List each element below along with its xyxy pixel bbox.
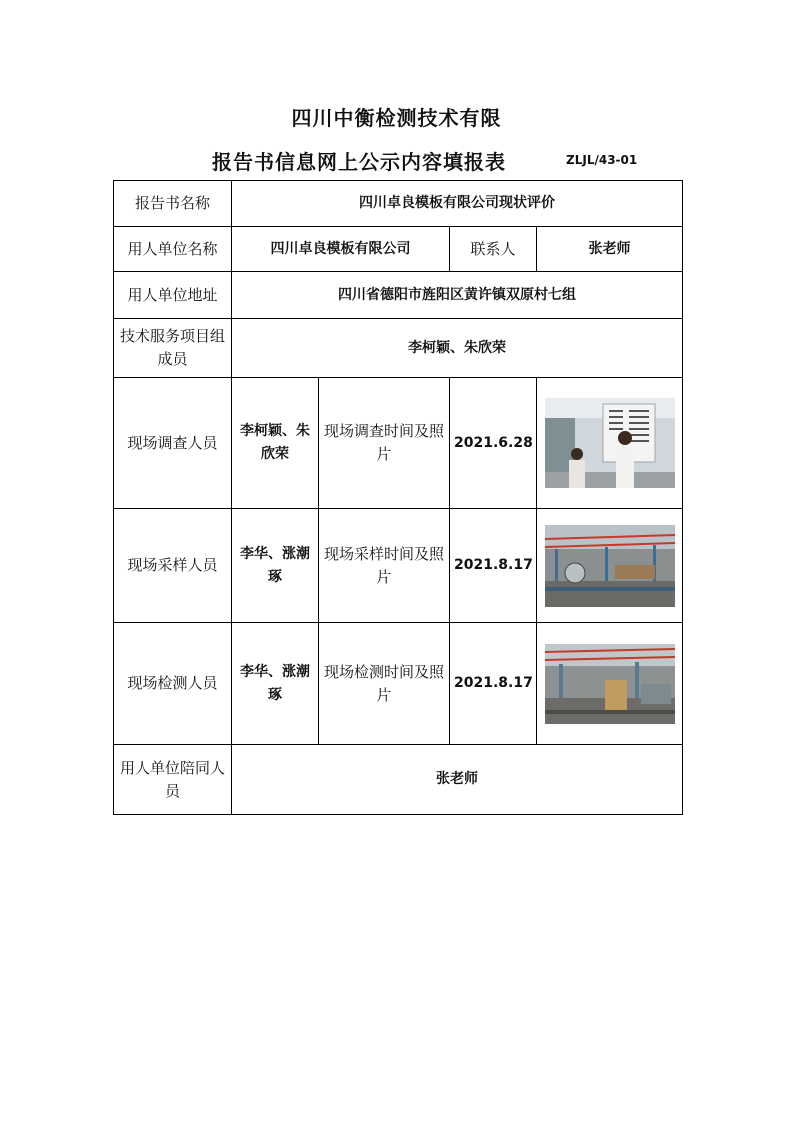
detection-photo-cell [537, 623, 683, 745]
address-label: 用人单位地址 [114, 272, 232, 319]
tech-members-label: 技术服务项目组成员 [114, 319, 232, 378]
address-value: 四川省德阳市旌阳区黄许镇双原村七组 [232, 272, 683, 319]
row-address [114, 272, 683, 319]
detection-time-label: 现场检测时间及照片 [319, 623, 450, 745]
report-name-value: 四川卓良模板有限公司现状评价 [232, 181, 683, 227]
sampling-date: 2021.8.17 [450, 509, 537, 623]
sampling-time-label: 现场采样时间及照片 [319, 509, 450, 623]
contact-value: 张老师 [537, 227, 683, 272]
employer-value: 四川卓良模板有限公司 [232, 227, 450, 272]
form-code: ZLJL/43-01 [566, 153, 638, 167]
accompany-label: 用人单位陪同人员 [114, 745, 232, 815]
row-report-name [114, 181, 683, 227]
row-survey [114, 378, 683, 509]
survey-photo-icon [545, 398, 675, 488]
survey-time-label: 现场调查时间及照片 [319, 378, 450, 509]
detection-people: 李华、涨潮琢 [232, 623, 319, 745]
report-table [113, 180, 683, 815]
survey-date: 2021.6.28 [450, 378, 537, 509]
survey-photo-cell [537, 378, 683, 509]
company-title: 四川中衡检测技术有限 [291, 106, 502, 130]
report-name-label: 报告书名称 [114, 181, 232, 227]
sampling-label: 现场采样人员 [114, 509, 232, 623]
detection-label: 现场检测人员 [114, 623, 232, 745]
tech-members-value: 李柯颖、朱欣荣 [232, 319, 683, 378]
row-detection [114, 623, 683, 745]
sampling-photo-cell [537, 509, 683, 623]
detection-date: 2021.8.17 [450, 623, 537, 745]
row-sampling [114, 509, 683, 623]
survey-people: 李柯颖、朱欣荣 [232, 378, 319, 509]
row-employer [114, 227, 683, 272]
row-tech-members [114, 319, 683, 378]
sampling-people: 李华、涨潮琢 [232, 509, 319, 623]
accompany-value: 张老师 [232, 745, 683, 815]
employer-label: 用人单位名称 [114, 227, 232, 272]
factory-photo-icon [545, 525, 675, 607]
row-accompany [114, 745, 683, 815]
survey-label: 现场调查人员 [114, 378, 232, 509]
contact-label: 联系人 [450, 227, 537, 272]
form-title: 报告书信息网上公示内容填报表 [212, 150, 506, 174]
factory-photo-icon [545, 644, 675, 724]
